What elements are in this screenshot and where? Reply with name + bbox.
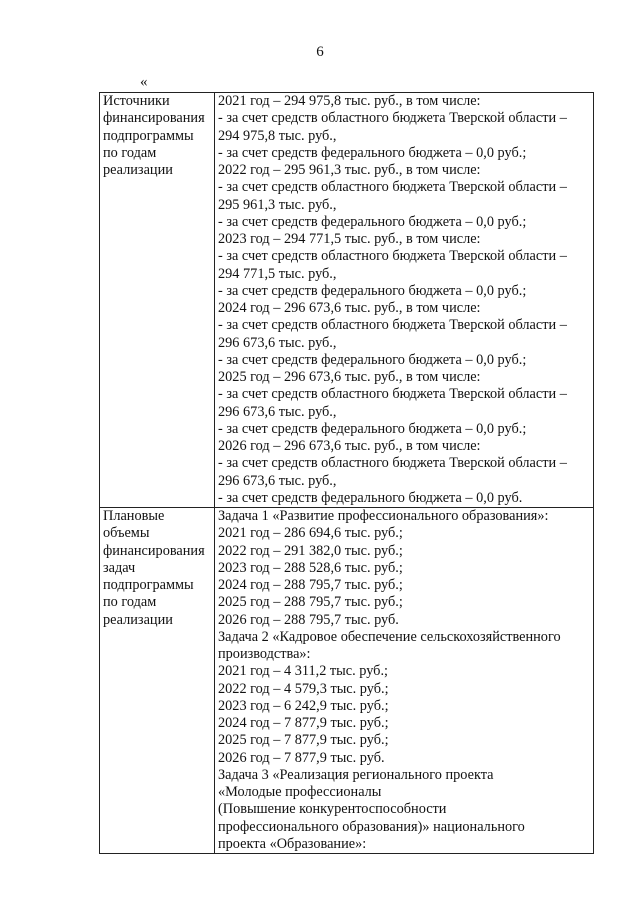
text-line: 2021 год – 294 975,8 тыс. руб., в том числе: (218, 93, 481, 109)
text-line: 2021 год – 286 694,6 тыс. руб.; (218, 525, 403, 542)
text-line: - за счет средств федерального бюджета – 0,0 руб. (218, 489, 523, 506)
text-line: Задача 1 «Развитие профессионального образования»: (218, 508, 549, 524)
text-line: 2022 год – 295 961,3 тыс. руб., в том числе: (218, 162, 481, 178)
text-line: 2025 год – 7 877,9 тыс. руб.; (218, 732, 389, 749)
text-line: 2021 год – 4 311,2 тыс. руб.; (218, 663, 389, 680)
text-line: 2026 год – 288 795,7 тыс. руб. (218, 611, 399, 628)
text-line: по годам (103, 594, 157, 611)
text-line: подпрограммы (103, 127, 194, 144)
page-number: 6 (316, 44, 324, 60)
text-line: - за счет средств федерального бюджета – 0,0 руб.; (218, 144, 527, 161)
text-line: «Молодые профессионалы (218, 784, 382, 800)
text-line: 295 961,3 тыс. руб., (218, 196, 337, 213)
text-line: 2026 год – 7 877,9 тыс. руб. (218, 749, 385, 766)
text-line: 294 771,5 тыс. руб., (218, 265, 337, 282)
text-line: Плановые (103, 508, 165, 524)
row-label-cell (100, 508, 215, 854)
text-line: Задача 2 «Кадровое обеспечение сельскохозяйственного (218, 628, 561, 645)
text-line: - за счет средств областного бюджета Тверской области – (218, 386, 567, 403)
text-line: 2023 год – 294 771,5 тыс. руб., в том числе: (218, 231, 481, 247)
text-line: финансирования (103, 110, 205, 127)
text-line: - за счет средств федерального бюджета – 0,0 руб.; (218, 351, 527, 368)
text-line: 2024 год – 7 877,9 тыс. руб.; (218, 715, 389, 731)
row-content-cell (215, 93, 594, 508)
text-line: производства»: (218, 646, 311, 662)
text-line: 296 673,6 тыс. руб., (218, 334, 337, 351)
text-line: финансирования (103, 542, 205, 559)
text-line: подпрограммы (103, 577, 194, 593)
text-line: 2026 год – 296 673,6 тыс. руб., в том числе: (218, 438, 481, 454)
text-line: по годам (103, 144, 157, 161)
text-line: - за счет средств областного бюджета Тверской области – (218, 248, 567, 265)
text-line: - за счет средств федерального бюджета – 0,0 руб.; (218, 420, 527, 437)
text-line: проекта «Образование»: (218, 835, 367, 852)
text-line: Источники (103, 93, 170, 109)
row-content-cell (215, 508, 594, 854)
text-line: - за счет средств областного бюджета Тверской области – (218, 317, 567, 334)
text-line: - за счет средств федерального бюджета – 0,0 руб.; (218, 282, 527, 299)
text-line: задач (103, 559, 136, 576)
text-line: 2023 год – 288 528,6 тыс. руб.; (218, 559, 403, 576)
text-line: объемы (103, 525, 150, 542)
row-label-cell (100, 93, 215, 508)
text-line: 2022 год – 291 382,0 тыс. руб.; (218, 542, 403, 559)
text-line: реализации (103, 611, 173, 628)
text-line: 2022 год – 4 579,3 тыс. руб.; (218, 680, 389, 697)
financing-table (99, 92, 594, 854)
table-row-task-financing (100, 508, 594, 854)
text-line: Задача 3 «Реализация регионального проекта (218, 766, 494, 783)
table-row-funding-sources (100, 93, 594, 508)
opening-quote: « (140, 74, 148, 90)
text-line: 296 673,6 тыс. руб., (218, 403, 337, 420)
text-line: реализации (103, 162, 173, 178)
text-line: 2024 год – 288 795,7 тыс. руб.; (218, 577, 403, 593)
text-line: - за счет средств областного бюджета Тверской области – (218, 455, 567, 472)
text-line: 296 673,6 тыс. руб., (218, 472, 337, 489)
text-line: - за счет средств федерального бюджета – 0,0 руб.; (218, 213, 527, 230)
text-line: (Повышение конкурентоспособности (218, 801, 447, 818)
text-line: профессионального образования)» национального (218, 818, 525, 835)
text-line: 2023 год – 6 242,9 тыс. руб.; (218, 697, 389, 714)
text-line: - за счет средств областного бюджета Тверской области – (218, 179, 567, 196)
text-line: 2025 год – 288 795,7 тыс. руб.; (218, 594, 403, 611)
text-line: - за счет средств областного бюджета Тверской области – (218, 110, 567, 127)
text-line: 2024 год – 296 673,6 тыс. руб., в том числе: (218, 300, 481, 316)
text-line: 2025 год – 296 673,6 тыс. руб., в том числе: (218, 369, 481, 385)
text-line: 294 975,8 тыс. руб., (218, 127, 337, 144)
